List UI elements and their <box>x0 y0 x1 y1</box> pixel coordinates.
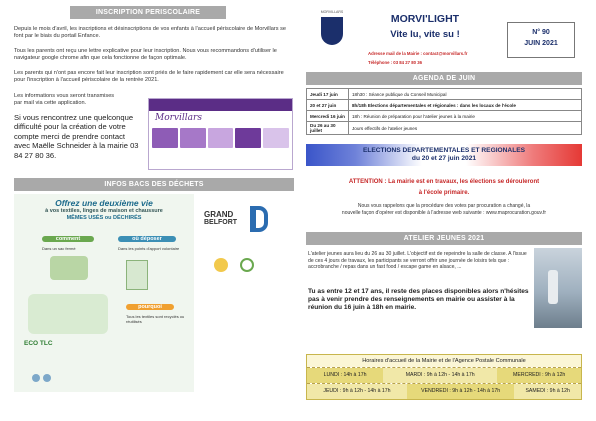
portal-logo-text: Morvillars <box>155 113 202 123</box>
container-icon <box>126 260 148 290</box>
deposer-label: où déposer <box>118 236 176 242</box>
hours-friday: VENDREDI : 9h à 12h - 14h à 17h <box>407 384 514 399</box>
hours-monday: LUNDI : 14h à 17h <box>307 368 383 383</box>
elections-banner <box>306 144 582 166</box>
inscription-para-2: Tous les parents ont reçu une lettre explicative pour leur inscription. Nous vous recommandons d'utiliser le navigateur google chrome afin que cela fonctionne de façon optimale. <box>14 48 277 62</box>
portal-screenshot <box>148 98 293 170</box>
newsletter-subtitle: Vite lu, vite su ! <box>390 29 460 40</box>
procuration-line-1: Nous vous rappelons que la procédure des votes par procuration a changé, la <box>357 203 531 209</box>
atelier-description: L'atelier jeunes aura lieu du 26 au 30 juillet. L'objectif est de repeindre la salle de classe. A l'issue de ces 4 jours de travaux, les participants se verront offrir une journée de loisirs tels que : accrobranche / repas dans un fast food / escape game en alsace, ... <box>308 251 527 270</box>
bag-icon <box>50 256 88 280</box>
issue-number: N° 90 <box>532 29 550 36</box>
poster-subtitle-2: MÊMES USÉS ou DÉCHIRÉS <box>66 215 142 221</box>
inscription-para-4: Les informations vous seront transmises par mail via cette application. <box>14 93 115 107</box>
deposer-text: Dans les points d'apport volontaire <box>118 246 180 251</box>
town-logo <box>314 10 350 66</box>
agenda-table <box>306 88 582 135</box>
grand-belfort-logo <box>204 210 276 227</box>
atelier-header: ATELIER JEUNES 2021 <box>306 232 582 245</box>
atelier-photo <box>534 248 582 328</box>
agenda-row <box>307 111 582 122</box>
procuration-line-2: nouvelle façon d'opérer est disponible à l'adresse web suivante : www.maprocuration.gouv.fr <box>341 210 547 216</box>
inscription-para-3: Les parents qui n'ont pas encore fait leur inscription sont priés de le faire rapidement car elle sera nécessaire pour l'inscription à l'accueil périscolaire de la rentrée 2021. <box>14 70 284 84</box>
inscription-header: INSCRIPTION PERISCOLAIRE <box>70 6 226 19</box>
facebook-icon <box>32 374 40 382</box>
twitter-icon <box>43 374 51 382</box>
contact-email: Adresse mail de la Mairie : contact@morvillars.fr <box>368 51 468 56</box>
recycling-illustration <box>28 294 108 334</box>
agenda-text: 18h30 : Séance publique du Conseil Municipal <box>349 89 582 100</box>
grand-belfort-line1: GRAND <box>204 210 234 219</box>
issue-month: JUIN 2021 <box>524 40 558 47</box>
attention-line-1: ATTENTION : La mairie est en travaux, les élections se dérouleront <box>348 179 540 185</box>
agenda-header: AGENDA DE JUIN <box>306 72 582 85</box>
pourquoi-text: Tous les textiles sont recyclés ou réutilisés <box>126 314 185 324</box>
agenda-date: Mercredi 16 juin <box>307 111 349 122</box>
hours-table <box>306 354 582 400</box>
comment-text: Dans un sac fermé <box>42 246 76 251</box>
agenda-text: Jours effectifs de l'atelier jeunes <box>349 122 582 135</box>
painter-figure <box>548 270 558 304</box>
hours-wednesday: MERCREDI : 9h à 12h <box>497 368 581 383</box>
hours-thursday: JEUDI : 9h à 12h - 14h à 17h <box>307 384 407 399</box>
agenda-row <box>307 100 582 111</box>
atelier-invitation: Tu as entre 12 et 17 ans, il reste des places disponibles alors n'hésites pas à venir prendre des renseignements en mairie ou assister à la réunion du 16 juin à 18h en mairie. <box>308 288 529 312</box>
textile-poster <box>14 194 194 392</box>
newsletter-title: MORVI'LIGHT <box>390 13 460 25</box>
sticker-icon <box>214 258 228 272</box>
contact-phone: Téléphone : 03 84 27 80 36 <box>368 60 422 65</box>
agenda-row <box>307 89 582 100</box>
social-icons <box>32 374 51 382</box>
eco-badge-icon <box>240 258 254 272</box>
agenda-date: Du 26 au 30 juillet <box>307 122 349 135</box>
pourquoi-label: pourquoi <box>126 304 174 310</box>
comment-label: comment <box>42 236 94 242</box>
ecotlc-logo: ECO TLC <box>24 340 53 347</box>
elections-title: ELECTIONS DEPARTEMENTALES ET REGIONALES <box>362 147 526 154</box>
inscription-para-5: Si vous rencontrez une quelconque difficulté pour la création de votre compte merci de prendre contact avec Maëlle Schneider à la mairie 03 84 27 80 36. <box>14 113 139 160</box>
inscription-para-1: Depuis le mois d'avril, les inscriptions et désinscriptions de vos enfants à l'accueil périscolaire de Morvillars se font par le biais du portail Enfance. <box>14 26 286 40</box>
agenda-text: 18h : Réunion de préparation pour l'atelier jeunes à la mairie <box>349 111 582 122</box>
poster-title: Offrez une deuxième vie <box>55 198 153 208</box>
elections-dates: du 20 et 27 juin 2021 <box>411 155 477 162</box>
agenda-row <box>307 122 582 135</box>
grand-belfort-line2: BELFORT <box>204 219 238 226</box>
agenda-text: 8h/18h Elections départementales et régionales : dans les locaux de l'école <box>349 100 582 111</box>
hours-title: Horaires d'accueil de la Mairie et de l'Agence Postale Communale <box>307 355 581 367</box>
bacs-header: INFOS BACS DES DÉCHETS <box>14 178 294 191</box>
coat-of-arms-icon <box>321 17 343 45</box>
belfort-b-icon <box>250 206 268 232</box>
hours-saturday: SAMEDI : 9h à 12h <box>514 384 581 399</box>
issue-box <box>507 22 575 58</box>
attention-line-2: à l'école primaire. <box>418 190 470 196</box>
agenda-date: Jeudi 17 juin <box>307 89 349 100</box>
town-logo-text: MORVILLARS <box>320 10 344 14</box>
agenda-date: 20 et 27 juin <box>307 100 349 111</box>
poster-subtitle: à vos textiles, linges de maison et chaussure <box>45 208 163 214</box>
hours-tuesday: MARDI : 9h à 12h - 14h à 17h <box>383 368 497 383</box>
